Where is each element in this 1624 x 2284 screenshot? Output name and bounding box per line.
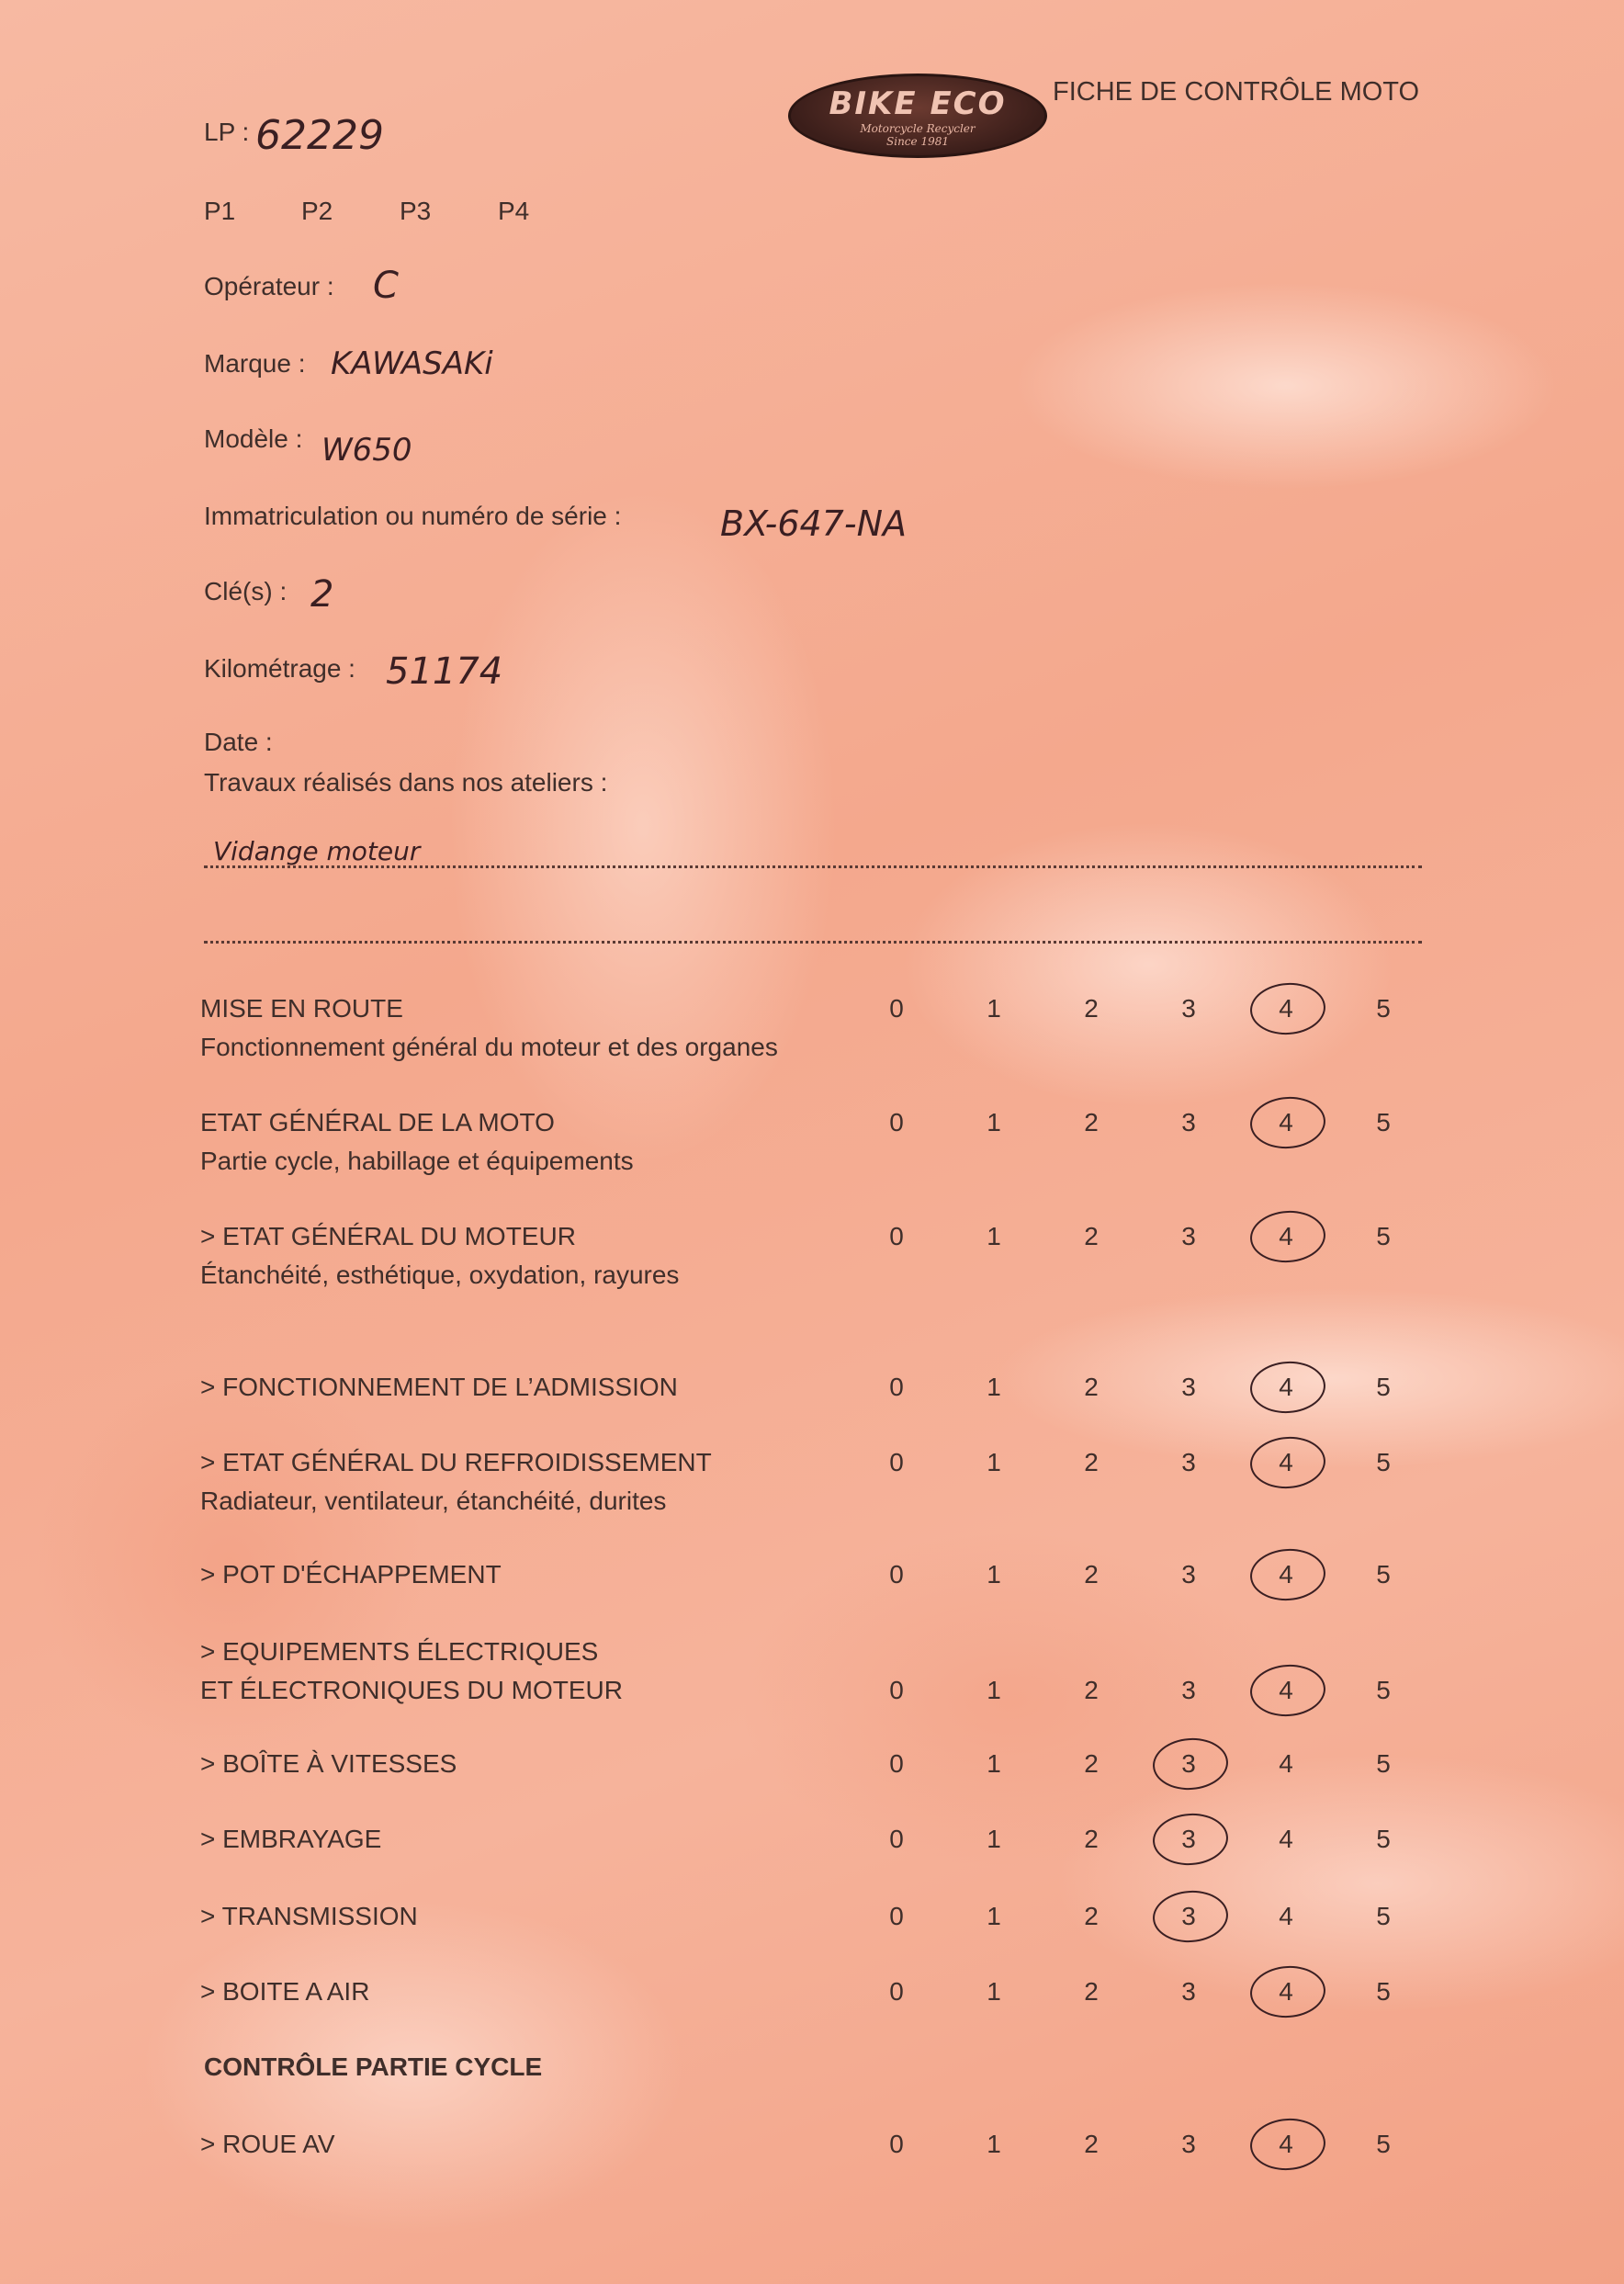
rating-row-subtitle: Fonctionnement général du moteur et des organes (200, 1033, 778, 1061)
score-option-1[interactable]: 1 (987, 1825, 1001, 1853)
selected-score-circle (1248, 1662, 1327, 1719)
section-controle-partie-cycle: CONTRÔLE PARTIE CYCLE (204, 2052, 543, 2081)
score-option-0[interactable]: 0 (889, 994, 904, 1023)
score-option-4[interactable]: 4 (1279, 1108, 1293, 1136)
selected-score-circle (1248, 1546, 1327, 1603)
page-title: FICHE DE CONTRÔLE MOTO (1053, 77, 1420, 107)
bike-eco-logo (788, 73, 1047, 158)
selected-score-circle (1151, 1736, 1230, 1792)
score-option-5[interactable]: 5 (1376, 1902, 1391, 1930)
selected-score-circle (1151, 1811, 1230, 1868)
selected-score-circle (1151, 1888, 1230, 1945)
score-option-2[interactable]: 2 (1084, 1676, 1099, 1704)
score-option-5[interactable]: 5 (1376, 1373, 1391, 1401)
lp-label: LP : (204, 118, 250, 146)
score-option-1[interactable]: 1 (987, 1373, 1001, 1401)
score-option-0[interactable]: 0 (889, 1560, 904, 1589)
score-option-4[interactable]: 4 (1279, 1448, 1293, 1476)
operateur-label: Opérateur : (204, 272, 334, 300)
score-option-5[interactable]: 5 (1376, 994, 1391, 1023)
score-option-0[interactable]: 0 (889, 1448, 904, 1476)
score-option-4[interactable]: 4 (1279, 1676, 1293, 1704)
score-option-2[interactable]: 2 (1084, 1825, 1099, 1853)
score-option-0[interactable]: 0 (889, 1676, 904, 1704)
modele-value: W650 (321, 432, 412, 469)
score-option-2[interactable]: 2 (1084, 1749, 1099, 1778)
rating-row-title: > ETAT GÉNÉRAL DU MOTEUR (200, 1222, 576, 1250)
score-option-4[interactable]: 4 (1279, 1825, 1293, 1853)
p2-label: P2 (301, 197, 333, 225)
score-option-4[interactable]: 4 (1279, 1902, 1293, 1930)
score-option-5[interactable]: 5 (1376, 1676, 1391, 1704)
score-option-5[interactable]: 5 (1376, 1749, 1391, 1778)
travaux-value: Vidange moteur (213, 836, 421, 866)
score-option-5[interactable]: 5 (1376, 1977, 1391, 2006)
score-option-0[interactable]: 0 (889, 1373, 904, 1401)
score-option-0[interactable]: 0 (889, 1222, 904, 1250)
immatriculation-label: Immatriculation ou numéro de série : (204, 502, 622, 530)
lp-value: 62229 (255, 112, 384, 159)
score-option-4[interactable]: 4 (1279, 2130, 1293, 2158)
score-option-5[interactable]: 5 (1376, 1108, 1391, 1136)
logo-tagline: Motorcycle Recycler (860, 122, 976, 135)
rating-row-title: MISE EN ROUTE (200, 994, 403, 1023)
score-option-3[interactable]: 3 (1181, 1825, 1196, 1853)
score-option-4[interactable]: 4 (1279, 994, 1293, 1023)
rating-row-title: > ETAT GÉNÉRAL DU REFROIDISSEMENT (200, 1448, 712, 1476)
rating-row-title: > POT D'ÉCHAPPEMENT (200, 1560, 502, 1589)
score-option-0[interactable]: 0 (889, 1825, 904, 1853)
score-option-2[interactable]: 2 (1084, 1108, 1099, 1136)
kilometrage-label: Kilométrage : (204, 654, 355, 683)
score-option-0[interactable]: 0 (889, 1108, 904, 1136)
score-option-3[interactable]: 3 (1181, 1448, 1196, 1476)
score-option-1[interactable]: 1 (987, 1977, 1001, 2006)
score-option-4[interactable]: 4 (1279, 1560, 1293, 1589)
selected-score-circle (1248, 1208, 1327, 1265)
score-option-4[interactable]: 4 (1279, 1222, 1293, 1250)
rating-row-title: > BOITE A AIR (200, 1977, 370, 2006)
cles-value: 2 (310, 573, 334, 616)
score-option-1[interactable]: 1 (987, 1902, 1001, 1930)
score-option-1[interactable]: 1 (987, 1560, 1001, 1589)
logo-name: BIKE ECO (829, 85, 1007, 122)
score-option-3[interactable]: 3 (1181, 1749, 1196, 1778)
score-option-2[interactable]: 2 (1084, 1373, 1099, 1401)
score-option-1[interactable]: 1 (987, 1749, 1001, 1778)
score-option-1[interactable]: 1 (987, 1448, 1001, 1476)
score-option-3[interactable]: 3 (1181, 1902, 1196, 1930)
rating-row-subtitle: Étanchéité, esthétique, oxydation, rayures (200, 1261, 680, 1289)
score-option-2[interactable]: 2 (1084, 1222, 1099, 1250)
cles-label: Clé(s) : (204, 577, 288, 605)
travaux-line-2 (204, 941, 1422, 944)
score-option-2[interactable]: 2 (1084, 1977, 1099, 2006)
score-option-0[interactable]: 0 (889, 2130, 904, 2158)
rating-row-subtitle: ET ÉLECTRONIQUES DU MOTEUR (200, 1676, 623, 1704)
selected-score-circle (1248, 1434, 1327, 1491)
score-option-1[interactable]: 1 (987, 994, 1001, 1023)
score-option-5[interactable]: 5 (1376, 1825, 1391, 1853)
score-option-3[interactable]: 3 (1181, 1108, 1196, 1136)
score-option-2[interactable]: 2 (1084, 1902, 1099, 1930)
rating-row-subtitle: Partie cycle, habillage et équipements (200, 1147, 634, 1175)
score-option-5[interactable]: 5 (1376, 1222, 1391, 1250)
marque-label: Marque : (204, 349, 306, 378)
modele-label: Modèle : (204, 424, 303, 453)
score-option-3[interactable]: 3 (1181, 1222, 1196, 1250)
p4-label: P4 (498, 197, 530, 225)
score-option-4[interactable]: 4 (1279, 1977, 1293, 2006)
rating-row-title: > BOÎTE À VITESSES (200, 1749, 457, 1778)
selected-score-circle (1248, 1359, 1327, 1416)
score-option-2[interactable]: 2 (1084, 2130, 1099, 2158)
marque-value: KAWASAKi (331, 345, 493, 382)
rating-row-title: ETAT GÉNÉRAL DE LA MOTO (200, 1108, 555, 1136)
immatriculation-value: BX-647-NA (720, 503, 907, 544)
score-option-3[interactable]: 3 (1181, 1977, 1196, 2006)
date-label: Date : (204, 728, 273, 756)
score-option-1[interactable]: 1 (987, 1676, 1001, 1704)
selected-score-circle (1248, 980, 1327, 1037)
score-option-5[interactable]: 5 (1376, 1448, 1391, 1476)
rating-row-title: > TRANSMISSION (200, 1902, 418, 1930)
score-option-1[interactable]: 1 (987, 2130, 1001, 2158)
score-option-0[interactable]: 0 (889, 1749, 904, 1778)
score-option-2[interactable]: 2 (1084, 1560, 1099, 1589)
selected-score-circle (1248, 1094, 1327, 1151)
selected-score-circle (1248, 1963, 1327, 2020)
score-option-5[interactable]: 5 (1376, 2130, 1391, 2158)
p3-label: P3 (400, 197, 432, 225)
score-option-3[interactable]: 3 (1181, 1373, 1196, 1401)
score-option-3[interactable]: 3 (1181, 1560, 1196, 1589)
rating-row-subtitle: Radiateur, ventilateur, étanchéité, durites (200, 1487, 667, 1515)
travaux-line-1 (204, 865, 1422, 868)
score-option-3[interactable]: 3 (1181, 1676, 1196, 1704)
score-option-5[interactable]: 5 (1376, 1560, 1391, 1589)
selected-score-circle (1248, 2116, 1327, 2173)
kilometrage-value: 51174 (386, 650, 503, 693)
logo-since: Since 1981 (886, 135, 949, 148)
score-option-2[interactable]: 2 (1084, 994, 1099, 1023)
rating-row-title: > EMBRAYAGE (200, 1825, 382, 1853)
score-option-0[interactable]: 0 (889, 1902, 904, 1930)
score-option-1[interactable]: 1 (987, 1222, 1001, 1250)
operateur-value: C (373, 265, 399, 307)
score-option-1[interactable]: 1 (987, 1108, 1001, 1136)
score-option-0[interactable]: 0 (889, 1977, 904, 2006)
score-option-4[interactable]: 4 (1279, 1749, 1293, 1778)
score-option-4[interactable]: 4 (1279, 1373, 1293, 1401)
rating-row-title: > FONCTIONNEMENT DE L’ADMISSION (200, 1373, 678, 1401)
score-option-3[interactable]: 3 (1181, 2130, 1196, 2158)
score-option-2[interactable]: 2 (1084, 1448, 1099, 1476)
rating-row-title: > ROUE AV (200, 2130, 335, 2158)
rating-row-title: > EQUIPEMENTS ÉLECTRIQUES (200, 1637, 599, 1666)
travaux-label: Travaux réalisés dans nos ateliers : (204, 768, 608, 797)
score-option-3[interactable]: 3 (1181, 994, 1196, 1023)
p1-label: P1 (204, 197, 236, 225)
